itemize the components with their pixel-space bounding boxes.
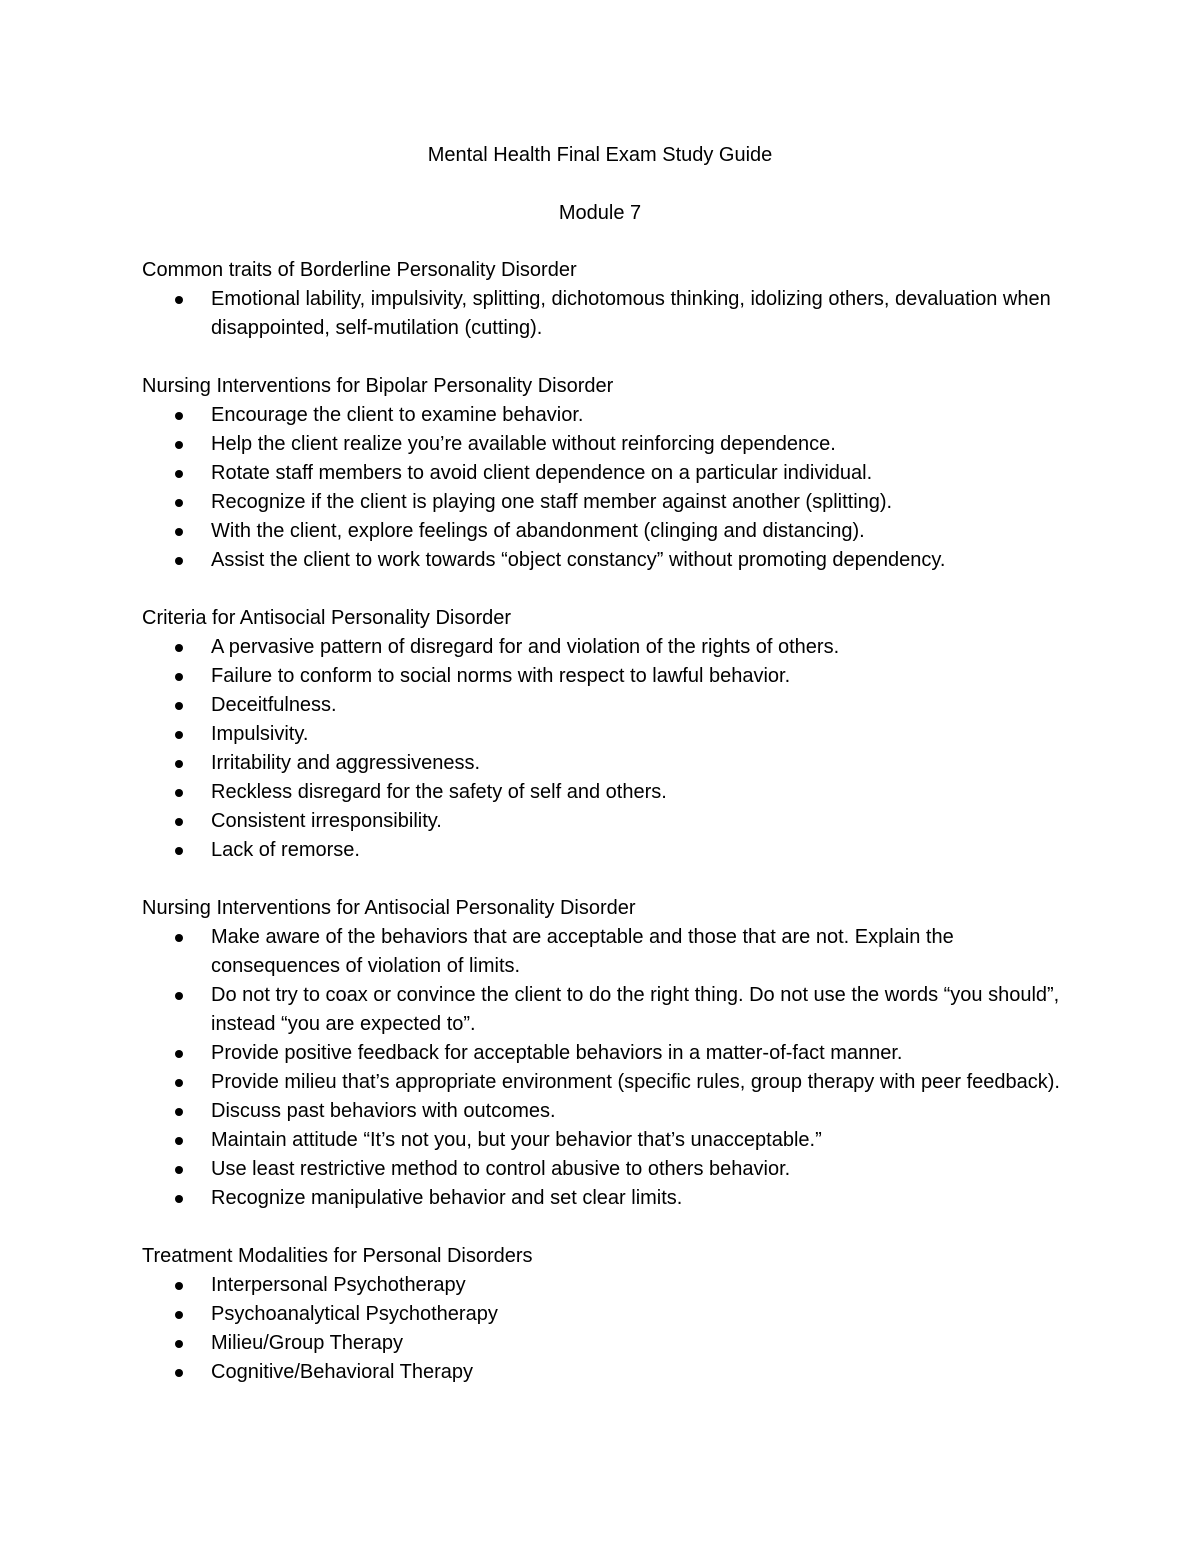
list-item-text: A pervasive pattern of disregard for and violation of the rights of others.	[211, 636, 840, 658]
list-item-text: Cognitive/Behavioral Therapy	[211, 1361, 474, 1383]
list-item-text: Emotional lability, impulsivity, splitting, dichotomous thinking, idolizing others, devaluation when disappointed, self-mutilation (cutting).	[211, 288, 1051, 339]
bullet-icon	[175, 296, 183, 304]
list-item-text: Maintain attitude “It’s not you, but your behavior that’s unacceptable.”	[211, 1129, 822, 1151]
bullet-icon	[175, 1195, 183, 1203]
list-item	[142, 1068, 1072, 1097]
section-heading: Common traits of Borderline Personality Disorder	[142, 259, 577, 281]
section-heading: Nursing Interventions for Bipolar Personality Disorder	[142, 375, 614, 397]
document-title: Mental Health Final Exam Study Guide	[427, 144, 773, 166]
bullet-icon	[175, 1311, 183, 1319]
bullet-icon	[175, 702, 183, 710]
list-item-text: Help the client realize you’re available without reinforcing dependence.	[211, 433, 836, 455]
section	[142, 604, 1072, 865]
bullet-list	[142, 285, 1072, 343]
section	[142, 256, 1072, 343]
list-item	[142, 1184, 1072, 1213]
list-item	[142, 517, 1072, 546]
list-item-text: Encourage the client to examine behavior.	[211, 404, 584, 426]
list-item	[142, 633, 1072, 662]
list-item-text: Lack of remorse.	[211, 839, 360, 861]
bullet-icon	[175, 789, 183, 797]
section	[142, 894, 1072, 1213]
bullet-icon	[175, 644, 183, 652]
list-item	[142, 1155, 1072, 1184]
bullet-icon	[175, 1079, 183, 1087]
bullet-icon	[175, 1050, 183, 1058]
bullet-icon	[175, 1369, 183, 1377]
list-item-text: With the client, explore feelings of abandonment (clinging and distancing).	[211, 520, 865, 542]
list-item-text: Do not try to coax or convince the client to do the right thing. Do not use the words “you should”, instead “you are expected to”.	[211, 984, 1060, 1035]
list-item	[142, 488, 1072, 517]
bullet-icon	[175, 731, 183, 739]
list-item-text: Milieu/Group Therapy	[211, 1332, 403, 1354]
bullet-icon	[175, 412, 183, 420]
list-item	[142, 459, 1072, 488]
list-item	[142, 1358, 1072, 1387]
section-heading: Criteria for Antisocial Personality Disorder	[142, 607, 512, 629]
list-item	[142, 546, 1072, 575]
list-item	[142, 720, 1072, 749]
bullet-icon	[175, 441, 183, 449]
list-item-text: Consistent irresponsibility.	[211, 810, 442, 832]
section-heading: Treatment Modalities for Personal Disorders	[142, 1245, 533, 1267]
list-item-text: Failure to conform to social norms with respect to lawful behavior.	[211, 665, 791, 687]
list-item	[142, 836, 1072, 865]
bullet-list	[142, 923, 1072, 1213]
bullet-icon	[175, 1340, 183, 1348]
list-item	[142, 401, 1072, 430]
bullet-list	[142, 401, 1072, 575]
list-item	[142, 1039, 1072, 1068]
bullet-icon	[175, 992, 183, 1000]
bullet-icon	[175, 1108, 183, 1116]
document-body	[142, 256, 1072, 1416]
list-item-text: Reckless disregard for the safety of self and others.	[211, 781, 667, 803]
list-item	[142, 1271, 1072, 1300]
list-item-text: Discuss past behaviors with outcomes.	[211, 1100, 556, 1122]
bullet-icon	[175, 557, 183, 565]
list-item	[142, 662, 1072, 691]
list-item	[142, 430, 1072, 459]
list-item	[142, 1126, 1072, 1155]
bullet-icon	[175, 1166, 183, 1174]
list-item-text: Provide milieu that’s appropriate environment (specific rules, group therapy with peer feedback).	[211, 1071, 1060, 1093]
list-item	[142, 1097, 1072, 1126]
list-item	[142, 923, 1072, 981]
list-item	[142, 1329, 1072, 1358]
list-item-text: Recognize manipulative behavior and set clear limits.	[211, 1187, 683, 1209]
bullet-icon	[175, 528, 183, 536]
list-item-text: Deceitfulness.	[211, 694, 337, 716]
list-item	[142, 691, 1072, 720]
list-item	[142, 1300, 1072, 1329]
bullet-icon	[175, 1282, 183, 1290]
module-heading: Module 7	[558, 202, 642, 224]
list-item-text: Interpersonal Psychotherapy	[211, 1274, 466, 1296]
list-item-text: Use least restrictive method to control abusive to others behavior.	[211, 1158, 791, 1180]
bullet-list	[142, 633, 1072, 865]
bullet-icon	[175, 470, 183, 478]
list-item	[142, 285, 1072, 343]
list-item	[142, 807, 1072, 836]
bullet-icon	[175, 818, 183, 826]
list-item-text: Irritability and aggressiveness.	[211, 752, 481, 774]
bullet-icon	[175, 499, 183, 507]
list-item	[142, 749, 1072, 778]
bullet-icon	[175, 1137, 183, 1145]
list-item	[142, 981, 1072, 1039]
section	[142, 372, 1072, 575]
list-item-text: Make aware of the behaviors that are acceptable and those that are not. Explain the consequences of violation of limits.	[211, 926, 954, 977]
list-item	[142, 778, 1072, 807]
list-item-text: Recognize if the client is playing one staff member against another (splitting).	[211, 491, 893, 513]
bullet-icon	[175, 760, 183, 768]
bullet-list	[142, 1271, 1072, 1387]
list-item-text: Rotate staff members to avoid client dependence on a particular individual.	[211, 462, 873, 484]
list-item-text: Assist the client to work towards “object constancy” without promoting dependency.	[211, 549, 946, 571]
section	[142, 1242, 1072, 1387]
bullet-icon	[175, 934, 183, 942]
list-item-text: Provide positive feedback for acceptable behaviors in a matter-of-fact manner.	[211, 1042, 903, 1064]
list-item-text: Psychoanalytical Psychotherapy	[211, 1303, 498, 1325]
bullet-icon	[175, 673, 183, 681]
bullet-icon	[175, 847, 183, 855]
list-item-text: Impulsivity.	[211, 723, 309, 745]
section-heading: Nursing Interventions for Antisocial Personality Disorder	[142, 897, 636, 919]
